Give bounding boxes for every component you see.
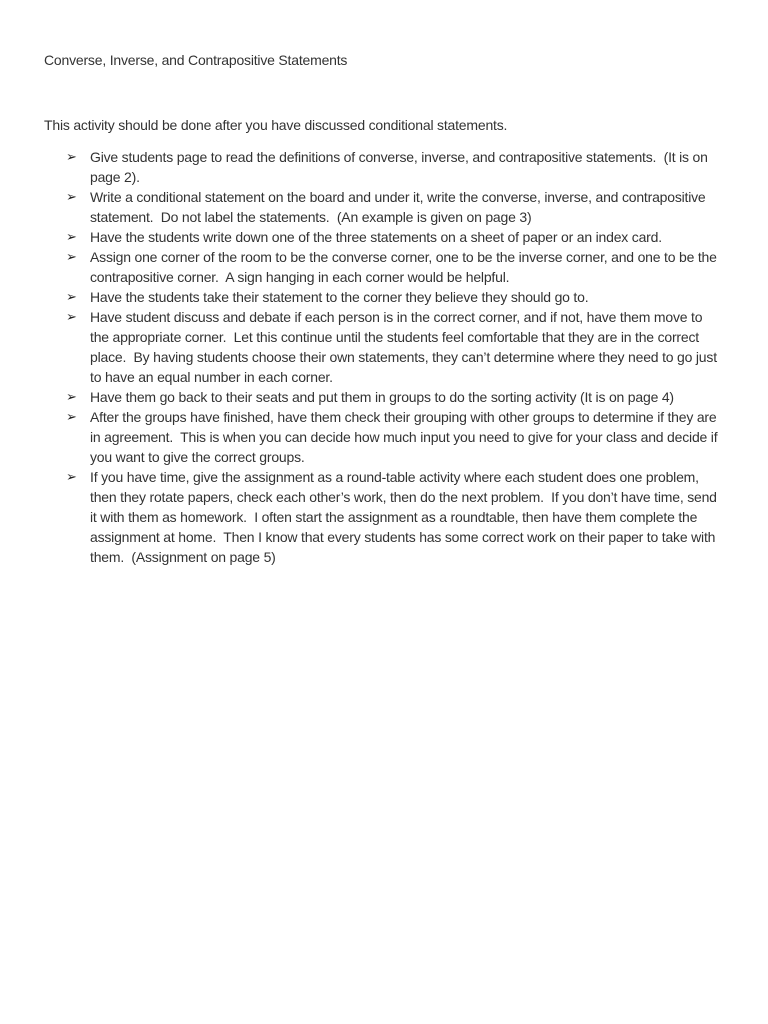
- arrow-bullet-icon: ➢: [66, 409, 77, 424]
- arrow-bullet-icon: ➢: [66, 149, 77, 164]
- list-item-text: Have the students take their statement to the corner they believe they should go to.: [90, 289, 589, 305]
- list-item: [66, 147, 724, 187]
- list-item-text: Write a conditional statement on the board and under it, write the converse, inverse, and contrapositive statement. Do not label the statements. (An example is given on page 3): [90, 189, 710, 225]
- list-item-text: Have student discuss and debate if each person is in the correct corner, and if not, have them move to the appropriate corner. Let this continue until the students feel comfortable that they are in the correct place. By having students choose their own statements, they can’t determine where they need to go just to have an equal number in each corner.: [90, 309, 721, 385]
- list-item-text: Give students page to read the definitions of converse, inverse, and contrapositive statements. (It is on page 2).: [90, 149, 712, 185]
- list-item: [66, 407, 724, 467]
- arrow-bullet-icon: ➢: [66, 289, 77, 304]
- list-item: [66, 287, 724, 307]
- arrow-bullet-icon: ➢: [66, 389, 77, 404]
- list-item: [66, 227, 724, 247]
- arrow-bullet-icon: ➢: [66, 189, 77, 204]
- list-item: [66, 247, 724, 287]
- list-item-text: If you have time, give the assignment as a round-table activity where each student does one problem, then they rotate papers, check each other’s work, then do the next problem. If you don’t have time, send it with them as homework. I often start the assignment as a roundtable, then have them complete the assignment at home. Then I know that every students has some correct work on their paper to take with them. (Assignment on page 5): [90, 469, 721, 565]
- list-item-text: Have them go back to their seats and put them in groups to do the sorting activity (It is on page 4): [90, 389, 674, 405]
- arrow-bullet-icon: ➢: [66, 309, 77, 324]
- list-item-text: After the groups have finished, have them check their grouping with other groups to determine if they are in agreement. This is when you can decide how much input you need to give for your class and decide if you want to give the correct groups.: [90, 409, 722, 465]
- list-item: [66, 467, 724, 567]
- intro-paragraph: This activity should be done after you have discussed conditional statements.: [44, 117, 508, 133]
- activity-steps-list: [44, 147, 724, 567]
- list-item-text: Assign one corner of the room to be the converse corner, one to be the inverse corner, and one to be the contrapositive corner. A sign hanging in each corner would be helpful.: [90, 249, 721, 285]
- arrow-bullet-icon: ➢: [66, 229, 77, 244]
- list-item: [66, 307, 724, 387]
- document-title: Converse, Inverse, and Contrapositive Statements: [44, 52, 348, 68]
- list-item-text: Have the students write down one of the three statements on a sheet of paper or an index card.: [90, 229, 662, 245]
- arrow-bullet-icon: ➢: [66, 469, 77, 484]
- arrow-bullet-icon: ➢: [66, 249, 77, 264]
- list-item: [66, 187, 724, 227]
- list-item: [66, 387, 724, 407]
